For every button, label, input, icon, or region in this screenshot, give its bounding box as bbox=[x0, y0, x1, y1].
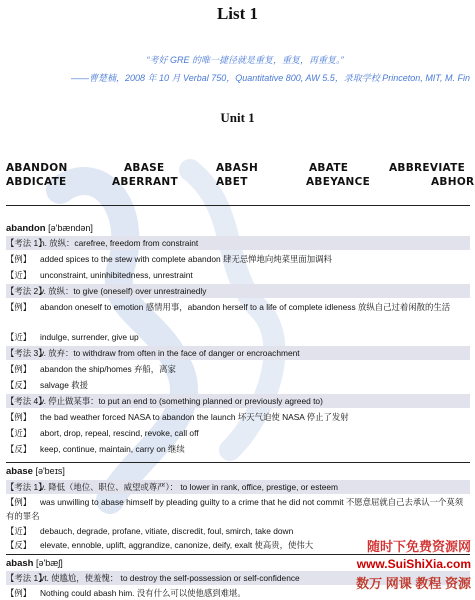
line-text: keep, continue, maintain, carry on 继续 bbox=[40, 444, 185, 454]
line-tag: 【例】 bbox=[6, 497, 32, 507]
entry-line bbox=[6, 394, 470, 408]
line-tag: 【近】 bbox=[6, 332, 32, 342]
line-text: vt. 使尴尬，使羞愧： to destroy the self-possession or self-confidence bbox=[40, 573, 300, 583]
line-text: indulge, surrender, give up bbox=[40, 332, 139, 342]
watermark-badge-line: www.SuiShiXia.com bbox=[356, 557, 471, 571]
line-text: added spices to the stew with complete abandon 肆无忌惮地向炖菜里面加调料 bbox=[40, 254, 332, 264]
entry-phonetic: [ə'bæʃ] bbox=[35, 558, 63, 568]
entry-line bbox=[6, 480, 470, 494]
line-text: Nothing could abash him. 没有什么可以使他感到难堪。 bbox=[40, 588, 246, 598]
line-text: v. 放弃：to withdraw from often in the face of danger or encroachment bbox=[40, 348, 300, 358]
entry-line bbox=[6, 426, 470, 440]
line-text: the bad weather forced NASA to abandon the launch 坏天气迫使 NASA 停止了发射 bbox=[40, 412, 349, 422]
word-grid-item: ABHOR bbox=[431, 176, 475, 188]
entry-word: abandon bbox=[6, 223, 46, 234]
line-text: debauch, degrade, profane, vitiate, discredit, foul, smirch, take down bbox=[40, 526, 294, 536]
line-tag: 【近】 bbox=[6, 428, 32, 438]
entry-line bbox=[6, 362, 470, 376]
entry-head bbox=[6, 466, 65, 477]
word-grid-row bbox=[6, 176, 475, 190]
divider bbox=[6, 205, 470, 206]
line-tag: 【近】 bbox=[6, 526, 32, 536]
entry-line bbox=[6, 252, 470, 266]
line-tag: 【考法 3】 bbox=[6, 348, 47, 358]
word-grid-item: ABANDON bbox=[6, 162, 68, 174]
entry-head bbox=[6, 558, 63, 569]
word-grid-item: ABEYANCE bbox=[306, 176, 371, 188]
divider bbox=[6, 462, 470, 463]
word-grid-item: ABATE bbox=[309, 162, 349, 174]
line-text: abort, drop, repeal, rescind, revoke, call off bbox=[40, 428, 199, 438]
line-tag: 【考法 2】 bbox=[6, 286, 47, 296]
entry-phonetic: [ə'bændən] bbox=[48, 223, 93, 233]
entry-line bbox=[6, 495, 470, 523]
entry-word: abase bbox=[6, 466, 33, 477]
word-grid-item: ABASH bbox=[216, 162, 259, 174]
line-tag: 【考法 1】 bbox=[6, 573, 47, 583]
line-tag: 【反】 bbox=[6, 380, 32, 390]
word-grid-item: ABBREVIATE bbox=[389, 162, 466, 174]
entry-line bbox=[6, 236, 470, 250]
line-tag: 【例】 bbox=[6, 364, 32, 374]
entry-line bbox=[6, 300, 470, 328]
line-tag: 【考法 1】 bbox=[6, 482, 47, 492]
watermark-badge-line: 随时下免费资源网 bbox=[366, 539, 471, 554]
entry-line bbox=[6, 268, 470, 282]
line-tag: 【例】 bbox=[6, 254, 32, 264]
line-tag: 【反】 bbox=[6, 540, 32, 550]
page-title: List 1 bbox=[216, 4, 259, 23]
line-text: v. 降低（地位、职位、威望或尊严）： to lower in rank, office, prestige, or esteem bbox=[40, 482, 338, 492]
unit-title: Unit 1 bbox=[220, 110, 255, 125]
quote-text: “考好 GRE 的唯一捷径就是重复，重复，再重复。” bbox=[146, 55, 344, 65]
line-tag: 【例】 bbox=[6, 412, 32, 422]
line-text: was unwilling to abase himself by pleading guilty to a crime that he did not commit 不愿意屈就自己去承认一个莫须有的罪名 bbox=[6, 497, 464, 521]
entry-line bbox=[6, 378, 470, 392]
quote-attribution: ——曹楚楠，2008 年 10 月 Verbal 750，Quantitative 800, AW 5.5，录取学校 Princeton, MIT, M. Fin bbox=[71, 73, 470, 83]
entry-phonetic: [ə'beɪs] bbox=[35, 466, 65, 476]
line-text: salvage 救援 bbox=[40, 380, 88, 390]
line-tag: 【反】 bbox=[6, 444, 32, 454]
word-grid bbox=[6, 162, 475, 190]
entry-line bbox=[6, 442, 470, 456]
line-text: elevate, ennoble, uplift, aggrandize, canonize, deify, exalt 使高贵，使伟大 bbox=[40, 540, 314, 550]
line-text: abandon the ship/homes 弃船，离家 bbox=[40, 364, 176, 374]
line-text: abandon oneself to emotion 感情用事，abandon herself to a life of complete idleness 放纵自己过着闲散的生活 bbox=[40, 302, 451, 312]
line-tag: 【考法 4】 bbox=[6, 396, 47, 406]
word-grid-item: ABDICATE bbox=[6, 176, 67, 188]
word-grid-row bbox=[6, 162, 470, 176]
word-grid-item: ABASE bbox=[124, 162, 165, 174]
word-grid-item: ABERRANT bbox=[112, 176, 178, 188]
entry-word: abash bbox=[6, 558, 34, 569]
watermark-badge bbox=[321, 536, 471, 592]
line-tag: 【例】 bbox=[6, 588, 32, 598]
word-grid-item: ABET bbox=[216, 176, 248, 188]
entry-line bbox=[6, 346, 470, 360]
line-tag: 【考法 1】 bbox=[6, 238, 47, 248]
line-tag: 【例】 bbox=[6, 302, 32, 312]
entry-line bbox=[6, 330, 470, 344]
entry-head bbox=[6, 223, 93, 234]
line-text: n. 放纵：carefree, freedom from constraint bbox=[40, 238, 199, 248]
line-text: v. 放纵：to give (oneself) over unrestrainedly bbox=[40, 286, 207, 296]
watermark-badge-line: 数万 网课 教程 资源 bbox=[356, 576, 471, 591]
entry-line bbox=[6, 410, 470, 424]
line-text: v. 停止做某事：to put an end to (something planned or previously agreed to) bbox=[40, 396, 323, 406]
line-tag: 【近】 bbox=[6, 270, 32, 280]
entry-line bbox=[6, 284, 470, 298]
line-text: unconstraint, uninhibitedness, unrestraint bbox=[40, 270, 193, 280]
